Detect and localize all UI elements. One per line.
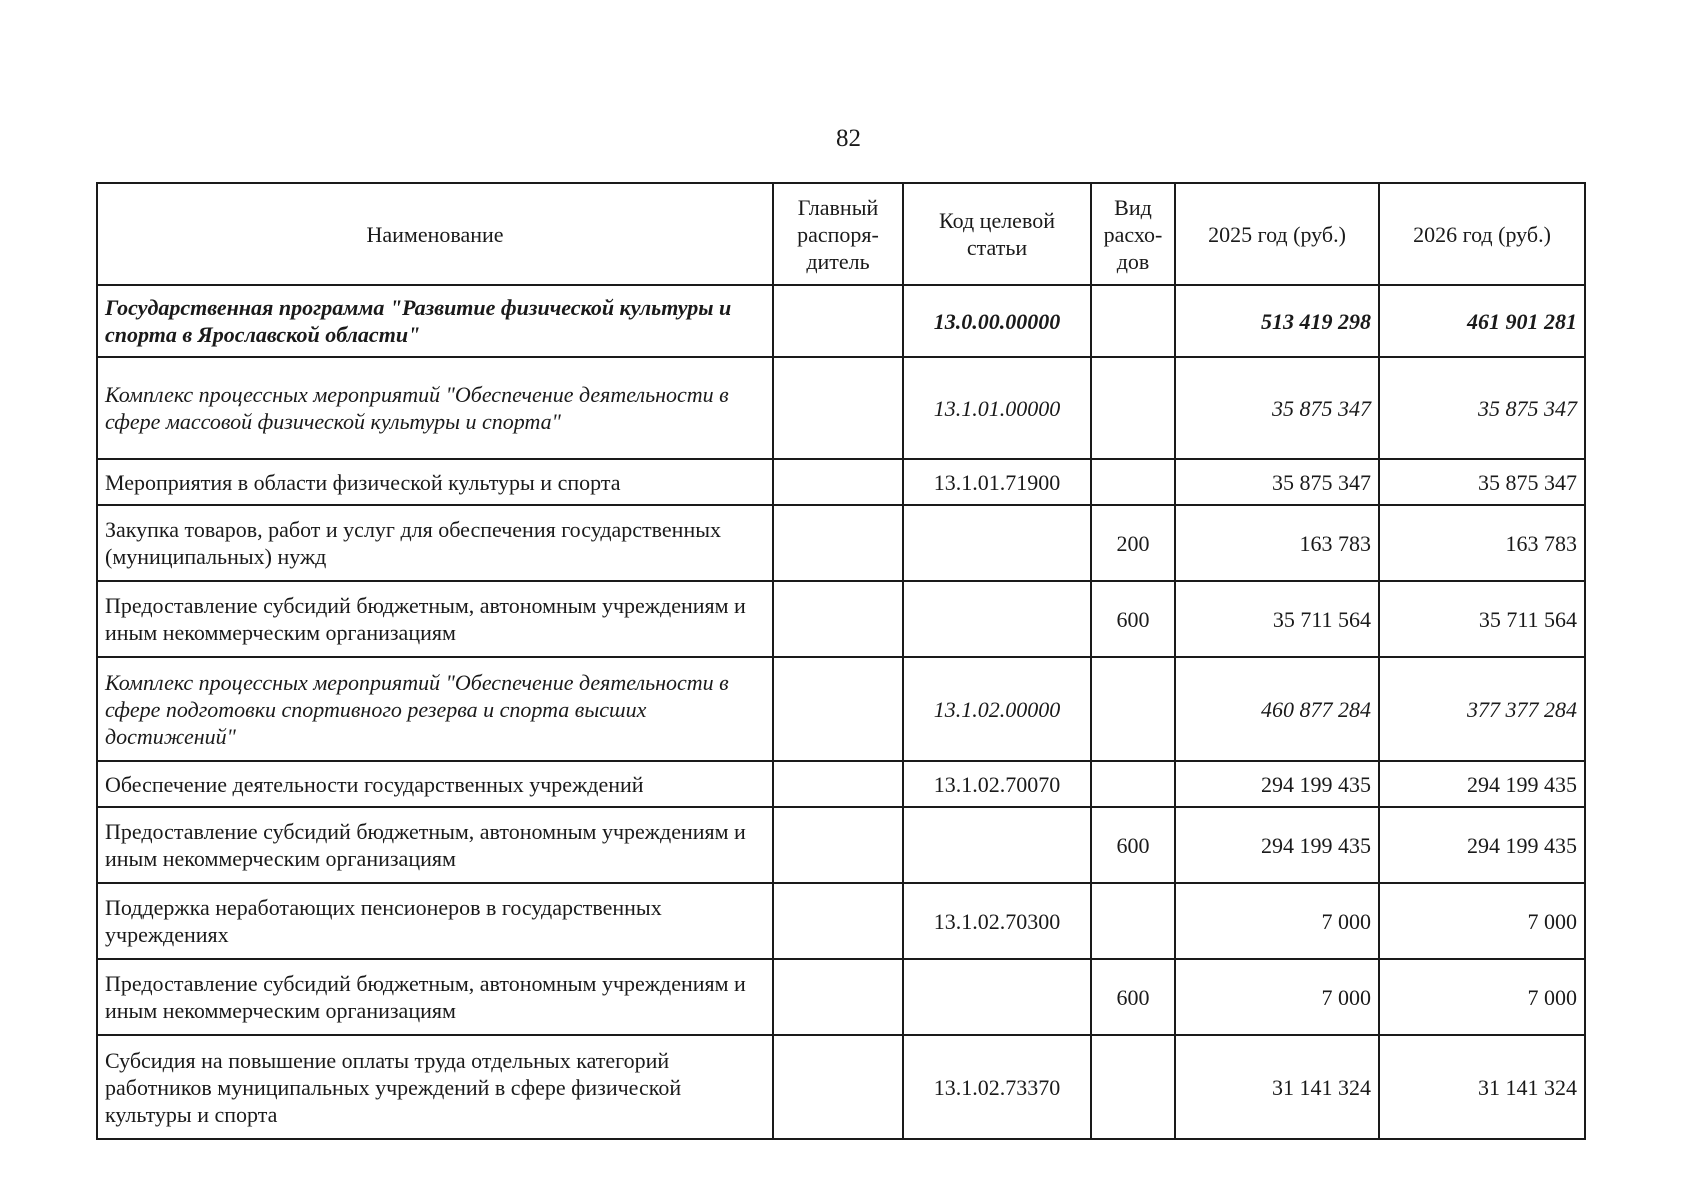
table-row	[97, 505, 1585, 581]
row-amount-2026: 35 875 347	[1379, 357, 1585, 459]
row-name: Предоставление субсидий бюджетным, автономным учреждениям и иным некоммерческим организациям	[97, 959, 773, 1035]
row-manager	[773, 807, 903, 883]
row-expense-type	[1091, 761, 1175, 807]
row-amount-2026: 461 901 281	[1379, 285, 1585, 357]
header-year-2026: 2026 год (руб.)	[1379, 183, 1585, 285]
table-row	[97, 761, 1585, 807]
row-amount-2026: 294 199 435	[1379, 807, 1585, 883]
row-expense-type	[1091, 459, 1175, 505]
row-name: Предоставление субсидий бюджетным, автономным учреждениям и иным некоммерческим организациям	[97, 807, 773, 883]
row-code: 13.1.02.00000	[903, 657, 1091, 761]
table-row	[97, 883, 1585, 959]
row-amount-2026: 35 875 347	[1379, 459, 1585, 505]
row-amount-2025: 294 199 435	[1175, 807, 1379, 883]
row-code: 13.1.02.73370	[903, 1035, 1091, 1139]
row-manager	[773, 505, 903, 581]
row-name: Обеспечение деятельности государственных учреждений	[97, 761, 773, 807]
row-amount-2026: 294 199 435	[1379, 761, 1585, 807]
row-amount-2026: 163 783	[1379, 505, 1585, 581]
row-name: Субсидия на повышение оплаты труда отдельных категорий работников муниципальных учреждений в сфере физической культуры и спорта	[97, 1035, 773, 1139]
row-expense-type	[1091, 883, 1175, 959]
row-amount-2025: 460 877 284	[1175, 657, 1379, 761]
row-expense-type: 200	[1091, 505, 1175, 581]
row-expense-type	[1091, 357, 1175, 459]
row-amount-2025: 513 419 298	[1175, 285, 1379, 357]
table-row	[97, 807, 1585, 883]
row-manager	[773, 657, 903, 761]
row-expense-type: 600	[1091, 807, 1175, 883]
row-name: Поддержка неработающих пенсионеров в государственных учреждениях	[97, 883, 773, 959]
row-manager	[773, 761, 903, 807]
row-expense-type: 600	[1091, 581, 1175, 657]
row-expense-type	[1091, 285, 1175, 357]
row-manager	[773, 959, 903, 1035]
table-row	[97, 1035, 1585, 1139]
row-amount-2025: 35 875 347	[1175, 357, 1379, 459]
row-amount-2026: 31 141 324	[1379, 1035, 1585, 1139]
row-name: Мероприятия в области физической культуры и спорта	[97, 459, 773, 505]
row-amount-2025: 294 199 435	[1175, 761, 1379, 807]
header-manager: Главный распоря-дитель	[773, 183, 903, 285]
row-code: 13.1.01.71900	[903, 459, 1091, 505]
table-row	[97, 459, 1585, 505]
table-row	[97, 357, 1585, 459]
row-expense-type	[1091, 657, 1175, 761]
row-manager	[773, 285, 903, 357]
budget-table	[96, 182, 1586, 1140]
table-row	[97, 285, 1585, 357]
header-code: Код целевой статьи	[903, 183, 1091, 285]
header-row	[97, 183, 1585, 285]
row-amount-2025: 35 711 564	[1175, 581, 1379, 657]
row-manager	[773, 581, 903, 657]
row-expense-type: 600	[1091, 959, 1175, 1035]
row-code: 13.0.00.00000	[903, 285, 1091, 357]
row-name: Комплекс процессных мероприятий "Обеспечение деятельности в сфере массовой физической культуры и спорта"	[97, 357, 773, 459]
row-code	[903, 505, 1091, 581]
page-number: 82	[836, 125, 861, 152]
row-name: Предоставление субсидий бюджетным, автономным учреждениям и иным некоммерческим организациям	[97, 581, 773, 657]
row-amount-2025: 31 141 324	[1175, 1035, 1379, 1139]
table-row	[97, 959, 1585, 1035]
row-expense-type	[1091, 1035, 1175, 1139]
row-amount-2026: 35 711 564	[1379, 581, 1585, 657]
row-amount-2026: 377 377 284	[1379, 657, 1585, 761]
row-amount-2025: 7 000	[1175, 883, 1379, 959]
row-name: Государственная программа "Развитие физической культуры и спорта в Ярославской области"	[97, 285, 773, 357]
row-code: 13.1.02.70300	[903, 883, 1091, 959]
row-amount-2025: 7 000	[1175, 959, 1379, 1035]
row-manager	[773, 357, 903, 459]
row-amount-2026: 7 000	[1379, 959, 1585, 1035]
row-amount-2025: 163 783	[1175, 505, 1379, 581]
row-name: Закупка товаров, работ и услуг для обеспечения государственных (муниципальных) нужд	[97, 505, 773, 581]
row-code: 13.1.01.00000	[903, 357, 1091, 459]
row-code	[903, 807, 1091, 883]
row-manager	[773, 883, 903, 959]
row-amount-2025: 35 875 347	[1175, 459, 1379, 505]
header-year-2025: 2025 год (руб.)	[1175, 183, 1379, 285]
row-code	[903, 581, 1091, 657]
row-code: 13.1.02.70070	[903, 761, 1091, 807]
row-name: Комплекс процессных мероприятий "Обеспечение деятельности в сфере подготовки спортивного резерва и спорта высших достижений"	[97, 657, 773, 761]
row-manager	[773, 1035, 903, 1139]
table-row	[97, 581, 1585, 657]
header-name: Наименование	[97, 183, 773, 285]
row-manager	[773, 459, 903, 505]
header-expense-type: Вид расхо-дов	[1091, 183, 1175, 285]
table-row	[97, 657, 1585, 761]
row-code	[903, 959, 1091, 1035]
row-amount-2026: 7 000	[1379, 883, 1585, 959]
